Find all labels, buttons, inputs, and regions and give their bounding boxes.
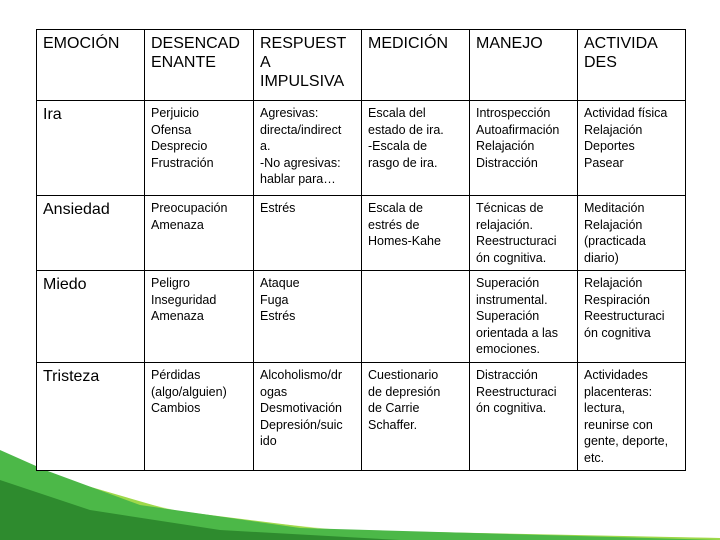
cell-respuesta-impulsiva: Agresivas: directa/indirect a. -No agresivas: hablar para…	[254, 101, 362, 196]
cell-actividades: Actividades placenteras: lectura, reunirse con gente, deporte, etc.	[578, 363, 686, 471]
cell-respuesta-impulsiva: Estrés	[254, 196, 362, 271]
header-respuesta-impulsiva: RESPUEST A IMPULSIVA	[254, 30, 362, 101]
cell-emocion: Miedo	[37, 271, 145, 363]
cell-desencadenante: Perjuicio Ofensa Desprecio Frustración	[145, 101, 254, 196]
cell-emocion: Ansiedad	[37, 196, 145, 271]
cell-manejo: Introspección Autoafirmación Relajación Distracción	[470, 101, 578, 196]
header-emocion: EMOCIÓN	[37, 30, 145, 101]
cell-manejo: Superación instrumental. Superación orientada a las emociones.	[470, 271, 578, 363]
cell-actividades: Actividad física Relajación Deportes Pasear	[578, 101, 686, 196]
cell-actividades: Relajación Respiración Reestructuraci ón cognitiva	[578, 271, 686, 363]
cell-respuesta-impulsiva: Alcoholismo/dr ogas Desmotivación Depresión/suic ido	[254, 363, 362, 471]
cell-emocion: Ira	[37, 101, 145, 196]
cell-medicion: Cuestionario de depresión de Carrie Schaffer.	[362, 363, 470, 471]
table-row	[37, 101, 686, 196]
cell-medicion: Escala del estado de ira. -Escala de rasgo de ira.	[362, 101, 470, 196]
cell-desencadenante: Pérdidas (algo/alguien) Cambios	[145, 363, 254, 471]
cell-actividades: Meditación Relajación (practicada diario)	[578, 196, 686, 271]
table-row	[37, 271, 686, 363]
table-row	[37, 196, 686, 271]
cell-desencadenante: Peligro Inseguridad Amenaza	[145, 271, 254, 363]
cell-medicion: Escala de estrés de Homes-Kahe	[362, 196, 470, 271]
header-medicion: MEDICIÓN	[362, 30, 470, 101]
table-header-row	[37, 30, 686, 101]
cell-desencadenante: Preocupación Amenaza	[145, 196, 254, 271]
header-manejo: MANEJO	[470, 30, 578, 101]
emotions-table	[36, 29, 686, 471]
cell-respuesta-impulsiva: Ataque Fuga Estrés	[254, 271, 362, 363]
table-row	[37, 363, 686, 471]
cell-medicion	[362, 271, 470, 363]
cell-manejo: Técnicas de relajación. Reestructuraci ón cognitiva.	[470, 196, 578, 271]
header-desencadenante: DESENCAD ENANTE	[145, 30, 254, 101]
cell-emocion: Tristeza	[37, 363, 145, 471]
cell-manejo: Distracción Reestructuraci ón cognitiva.	[470, 363, 578, 471]
header-actividades: ACTIVIDA DES	[578, 30, 686, 101]
